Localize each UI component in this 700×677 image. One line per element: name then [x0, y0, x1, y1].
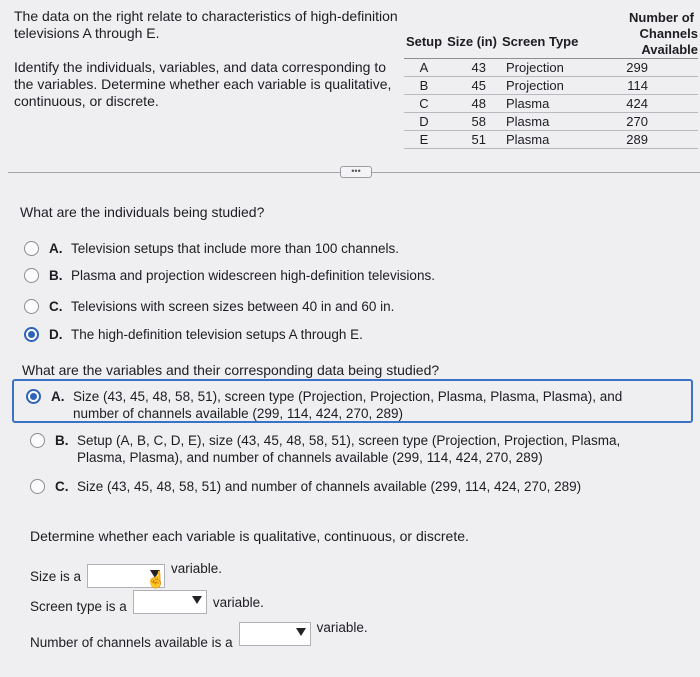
q1-option-a[interactable]: [24, 240, 399, 257]
radio-button[interactable]: [24, 268, 39, 283]
cell-channels: 289: [586, 131, 698, 149]
col-header-channels: Channels Available: [586, 26, 698, 59]
table-row: [404, 59, 698, 77]
option-letter: D.: [49, 327, 63, 342]
line-suffix: variable.: [316, 620, 368, 635]
option-text: Plasma and projection widescreen high-definition televisions.: [71, 268, 435, 283]
cell-size: 43: [444, 59, 500, 77]
cell-size: 51: [444, 131, 500, 149]
size-type-dropdown[interactable]: [87, 564, 165, 588]
channels-classification-line: [30, 605, 368, 650]
cell-size: 48: [444, 95, 500, 113]
triangle-down-icon[interactable]: [296, 628, 306, 636]
line-suffix: variable.: [212, 594, 264, 610]
cell-setup: B: [404, 77, 444, 95]
cell-setup: E: [404, 131, 444, 149]
table-row: [404, 113, 698, 131]
radio-button[interactable]: [24, 241, 39, 256]
cell-screen-type: Projection: [500, 77, 586, 95]
cell-screen-type: Projection: [500, 59, 586, 77]
q2-option-b[interactable]: [30, 432, 670, 466]
option-letter: B.: [49, 268, 63, 283]
option-text: The high-definition television setups A through E.: [71, 327, 363, 342]
table-row: [404, 131, 698, 149]
line-prefix: Number of channels available is a: [30, 635, 233, 650]
triangle-down-icon[interactable]: [192, 596, 202, 604]
expand-more-button[interactable]: •••: [340, 166, 372, 178]
cell-screen-type: Plasma: [500, 95, 586, 113]
option-text: Size (43, 45, 48, 58, 51), screen type (Projection, Projection, Plasma, Plasma, Plasma), and number of channels available (299, 114, 424, 270, 289): [73, 389, 623, 421]
cell-screen-type: Plasma: [500, 113, 586, 131]
cell-channels: 299: [586, 59, 698, 77]
channels-type-dropdown[interactable]: [239, 622, 311, 646]
radio-button[interactable]: [30, 479, 45, 494]
option-letter: B.: [55, 433, 69, 448]
radio-button[interactable]: [24, 299, 39, 314]
q1-option-b[interactable]: [24, 267, 435, 284]
col-header-screen-type: Screen Type: [500, 26, 586, 59]
option-text: Televisions with screen sizes between 40 in and 60 in.: [71, 299, 395, 314]
cell-screen-type: Plasma: [500, 131, 586, 149]
q1-option-c[interactable]: [24, 298, 394, 315]
option-letter: A.: [51, 389, 65, 404]
question-3-text: Determine whether each variable is qualitative, continuous, or discrete.: [30, 528, 469, 544]
line-prefix: Size is a: [30, 568, 82, 584]
radio-button-selected[interactable]: [26, 389, 41, 404]
cell-setup: C: [404, 95, 444, 113]
line-prefix: Screen type is a: [30, 598, 127, 614]
cell-channels: 270: [586, 113, 698, 131]
cell-size: 58: [444, 113, 500, 131]
radio-button-selected[interactable]: [24, 327, 39, 342]
q2-option-a[interactable]: [26, 388, 666, 422]
cell-channels: 424: [586, 95, 698, 113]
col-header-size: Size (in): [444, 26, 500, 59]
cell-setup: D: [404, 113, 444, 131]
radio-button[interactable]: [30, 433, 45, 448]
option-letter: A.: [49, 241, 63, 256]
option-text: Television setups that include more than 100 channels.: [71, 241, 399, 256]
table-row: [404, 77, 698, 95]
size-classification-line: [30, 560, 223, 589]
option-text: Setup (A, B, C, D, E), size (43, 45, 48, 58, 51), screen type (Projection, Projection, Plasma, Plasma, Plasma), and number of channels available (299, 114, 424, 270, 289): [77, 433, 621, 465]
cell-channels: 114: [586, 77, 698, 95]
table-row: [404, 95, 698, 113]
option-letter: C.: [49, 299, 63, 314]
table-header-top: Number of: [629, 10, 694, 25]
question-2-text: What are the variables and their corresponding data being studied?: [22, 362, 440, 378]
q2-option-c[interactable]: [30, 478, 670, 495]
problem-prompt: [14, 8, 406, 110]
cell-setup: A: [404, 59, 444, 77]
cell-size: 45: [444, 77, 500, 95]
prompt-paragraph-2: Identify the individuals, variables, and data corresponding to the variables. Determine whether each variable is qualitative, continuous, or discrete.: [14, 59, 392, 109]
option-letter: C.: [55, 479, 69, 494]
question-1-text: What are the individuals being studied?: [20, 204, 265, 220]
option-text: Size (43, 45, 48, 58, 51) and number of channels available (299, 114, 424, 270, 289): [77, 479, 582, 494]
prompt-paragraph-1: The data on the right relate to characteristics of high-definition televisions A through E.: [14, 8, 398, 41]
col-header-setup: Setup: [404, 26, 444, 59]
line-suffix: variable.: [171, 560, 223, 576]
q1-option-d[interactable]: [24, 326, 363, 343]
tv-data-table: [404, 10, 698, 149]
hand-pointer-icon: ☝: [146, 572, 166, 589]
